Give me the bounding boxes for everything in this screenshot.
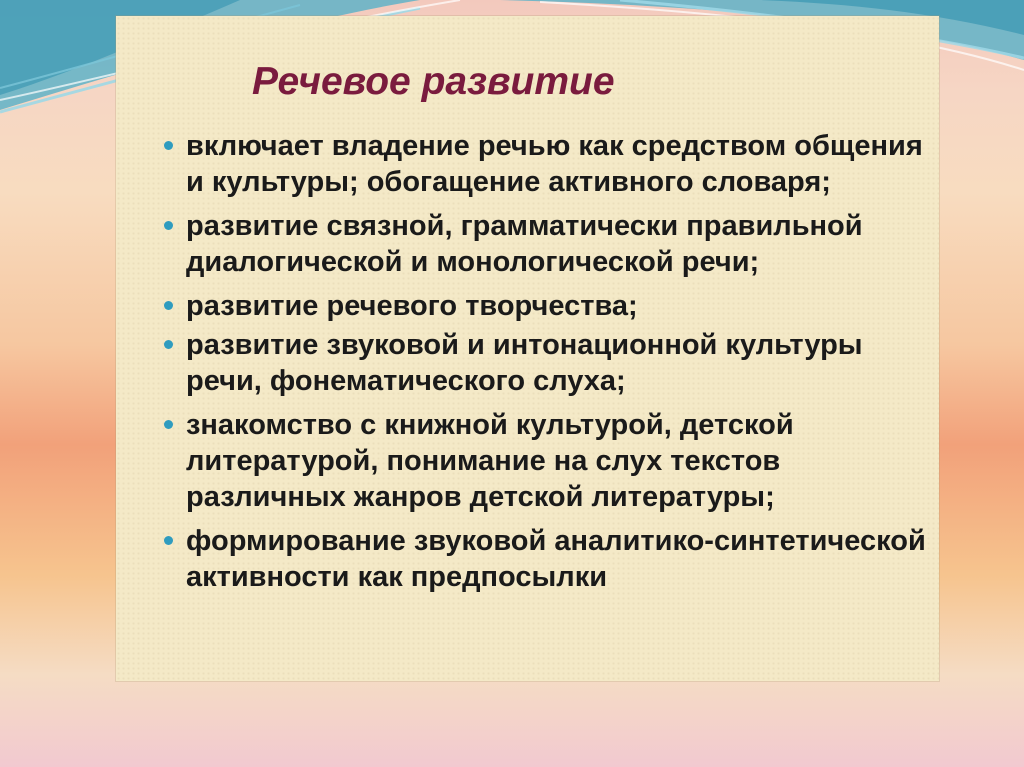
list-item-text: развитие звуковой и интонационной культуры речи, фонематического слуха; bbox=[186, 329, 863, 397]
list-item bbox=[160, 523, 930, 595]
bullet-dot-icon bbox=[164, 141, 173, 150]
slide-title: Речевое развитие bbox=[252, 60, 615, 103]
list-item-text: включает владение речью как средством общения и культуры; обогащение активного словаря; bbox=[186, 130, 923, 198]
list-item bbox=[160, 327, 930, 399]
list-item-text: формирование звуковой аналитико-синтетической активности как предпосылки bbox=[186, 525, 926, 593]
bullet-list bbox=[160, 128, 930, 603]
list-item-text: развитие связной, грамматически правильной диалогической и монологической речи; bbox=[186, 210, 863, 278]
list-item-text: знакомство с книжной культурой, детской литературой, понимание на слух текстов различных жанров детской литературы; bbox=[186, 409, 794, 513]
bullet-dot-icon bbox=[164, 536, 173, 545]
slide-content-panel bbox=[116, 16, 939, 681]
bullet-dot-icon bbox=[164, 420, 173, 429]
bullet-dot-icon bbox=[164, 340, 173, 349]
list-item-text: развитие речевого творчества; bbox=[186, 290, 638, 322]
list-item bbox=[160, 288, 930, 324]
bullet-dot-icon bbox=[164, 301, 173, 310]
list-item bbox=[160, 128, 930, 200]
bullet-dot-icon bbox=[164, 221, 173, 230]
list-item bbox=[160, 208, 930, 280]
list-item bbox=[160, 407, 930, 515]
